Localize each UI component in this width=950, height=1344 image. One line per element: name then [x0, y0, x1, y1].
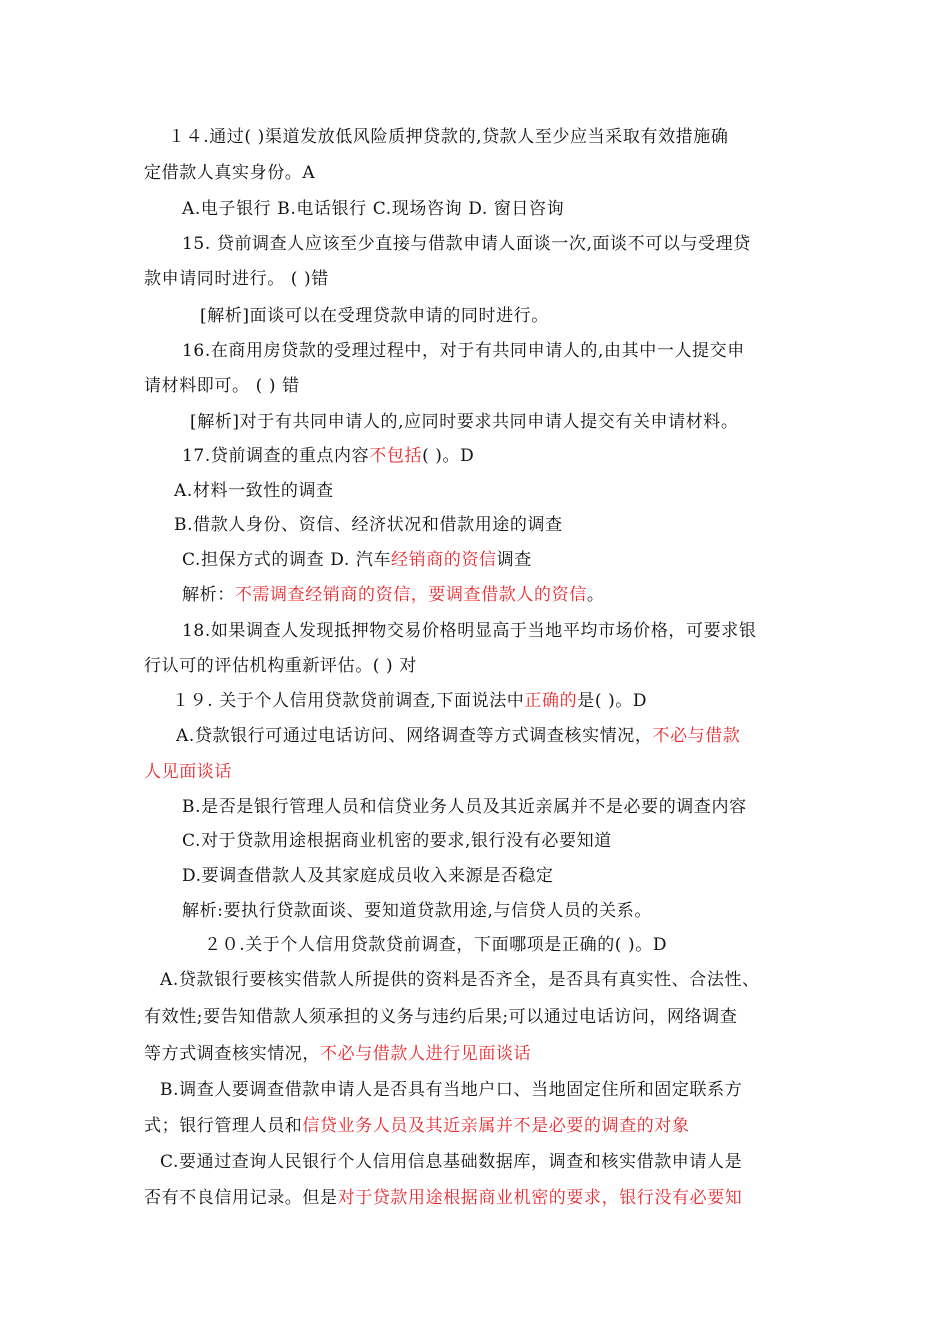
q19-highlight: 正确的 — [524, 691, 578, 711]
q15-line1: 15. 贷前调查人应该至少直接与借款申请人面谈一次,面谈不可以与受理贷 — [182, 234, 751, 254]
q20-option-c-line1: C.要通过查询人民银行个人信用信息基础数据库，调查和核实借款申请人是 — [160, 1152, 743, 1172]
q17-option-d-highlight: 经销商的资信 — [391, 550, 497, 570]
q17-text: 17.贷前调查的重点内容 — [182, 446, 370, 466]
q16-line2: 请材料即可。 ( ) 错 — [144, 376, 300, 396]
q17-analysis-label: 解析： — [182, 585, 235, 605]
q17-analysis-highlight: 不需调查经销商的资信，要调查借款人的资信 — [234, 585, 587, 605]
q19-option-c: C.对于贷款用途根据商业机密的要求,银行没有必要知道 — [182, 831, 612, 851]
q19-option-d: D.要调查借款人及其家庭成员收入来源是否稳定 — [182, 866, 554, 886]
q16-line1: 16.在商用房贷款的受理过程中，对于有共同申请人的,由其中一人提交申 — [182, 341, 745, 361]
q19-option-a-text: A.贷款银行可通过电话访问、网络调查等方式调查核实情况， — [176, 726, 653, 746]
q18-line1: 18.如果调查人发现抵押物交易价格明显高于当地平均市场价格，可要求银 — [182, 621, 757, 641]
q20-option-b-line2-text: 式；银行管理人员和 — [144, 1116, 303, 1136]
q14-options: A.电子银行 B.电话银行 C.现场咨询 D. 窗日咨询 — [182, 199, 565, 219]
q20-option-c-line2-text: 否有不良信用记录。但是 — [144, 1188, 338, 1208]
q14-line2: 定借款人真实身份。A — [144, 163, 316, 183]
q20-option-c-line2 — [144, 1186, 742, 1210]
q19-option-a-highlight: 不必与借款 — [652, 726, 741, 746]
q17-option-a: A.材料一致性的调查 — [174, 481, 334, 501]
q19-question — [172, 689, 647, 713]
q20-option-b-highlight: 信贷业务人员及其近亲属并不是必要的调查的对象 — [302, 1116, 690, 1136]
q17-highlight: 不包括 — [369, 446, 423, 466]
q17-analysis-tail: 。 — [586, 585, 605, 605]
q20-option-a-line1: A.贷款银行要核实借款人所提供的资料是否齐全，是否具有真实性、合法性、 — [160, 970, 760, 990]
q17-option-cd-text: C.担保方式的调查 D. 汽车 — [182, 550, 392, 570]
q19-option-a-cont: 人见面谈话 — [144, 762, 232, 782]
q20-option-a-line3 — [144, 1042, 531, 1066]
q19-text: １９. 关于个人信用贷款贷前调查,下面说法中 — [172, 691, 525, 711]
q17-analysis — [182, 583, 604, 607]
q18-line2: 行认可的评估机构重新评估。( ) 对 — [144, 656, 417, 676]
q16-analysis: [解析]对于有共同申请人的,应同时要求共同申请人提交有关申请材料。 — [190, 412, 739, 432]
q20-option-a-highlight: 不必与借款人进行见面谈话 — [320, 1044, 532, 1064]
q20-option-b-line1: B.调查人要调查借款申请人是否具有当地户口、当地固定住所和固定联系方 — [160, 1080, 743, 1100]
q19-option-a — [176, 724, 740, 748]
q20-option-a-line3-text: 等方式调查核实情况， — [144, 1044, 320, 1064]
q19-option-b: B.是否是银行管理人员和信贷业务人员及其近亲属并不是必要的调查内容 — [182, 797, 747, 817]
q19-analysis: 解析:要执行贷款面谈、要知道贷款用途,与信贷人员的关系。 — [182, 901, 652, 921]
q17-option-b: B.借款人身份、资信、经济状况和借款用途的调查 — [174, 515, 563, 535]
q17-option-cd — [182, 548, 532, 572]
q15-analysis: [解析]面谈可以在受理贷款申请的同时进行。 — [200, 306, 549, 326]
q20-option-b-line2 — [144, 1114, 690, 1138]
q20-option-a-line2: 有效性;要告知借款人须承担的义务与违约后果;可以通过电话访问，网络调查 — [144, 1007, 738, 1027]
q20-option-c-highlight: 对于贷款用途根据商业机密的要求，银行没有必要知 — [337, 1188, 743, 1208]
q17-answer: ( )。D — [422, 446, 475, 466]
q14-line1: １４.通过( )渠道发放低风险质押贷款的,贷款人至少应当采取有效措施确 — [168, 127, 729, 147]
q15-line2: 款申请同时进行。 ( )错 — [144, 269, 329, 289]
q17-question — [182, 444, 474, 468]
q19-answer: 是( )。D — [577, 691, 648, 711]
q20-question: ２０.关于个人信用贷款贷前调查，下面哪项是正确的( )。D — [204, 935, 668, 955]
q17-option-d-tail: 调查 — [496, 550, 532, 570]
